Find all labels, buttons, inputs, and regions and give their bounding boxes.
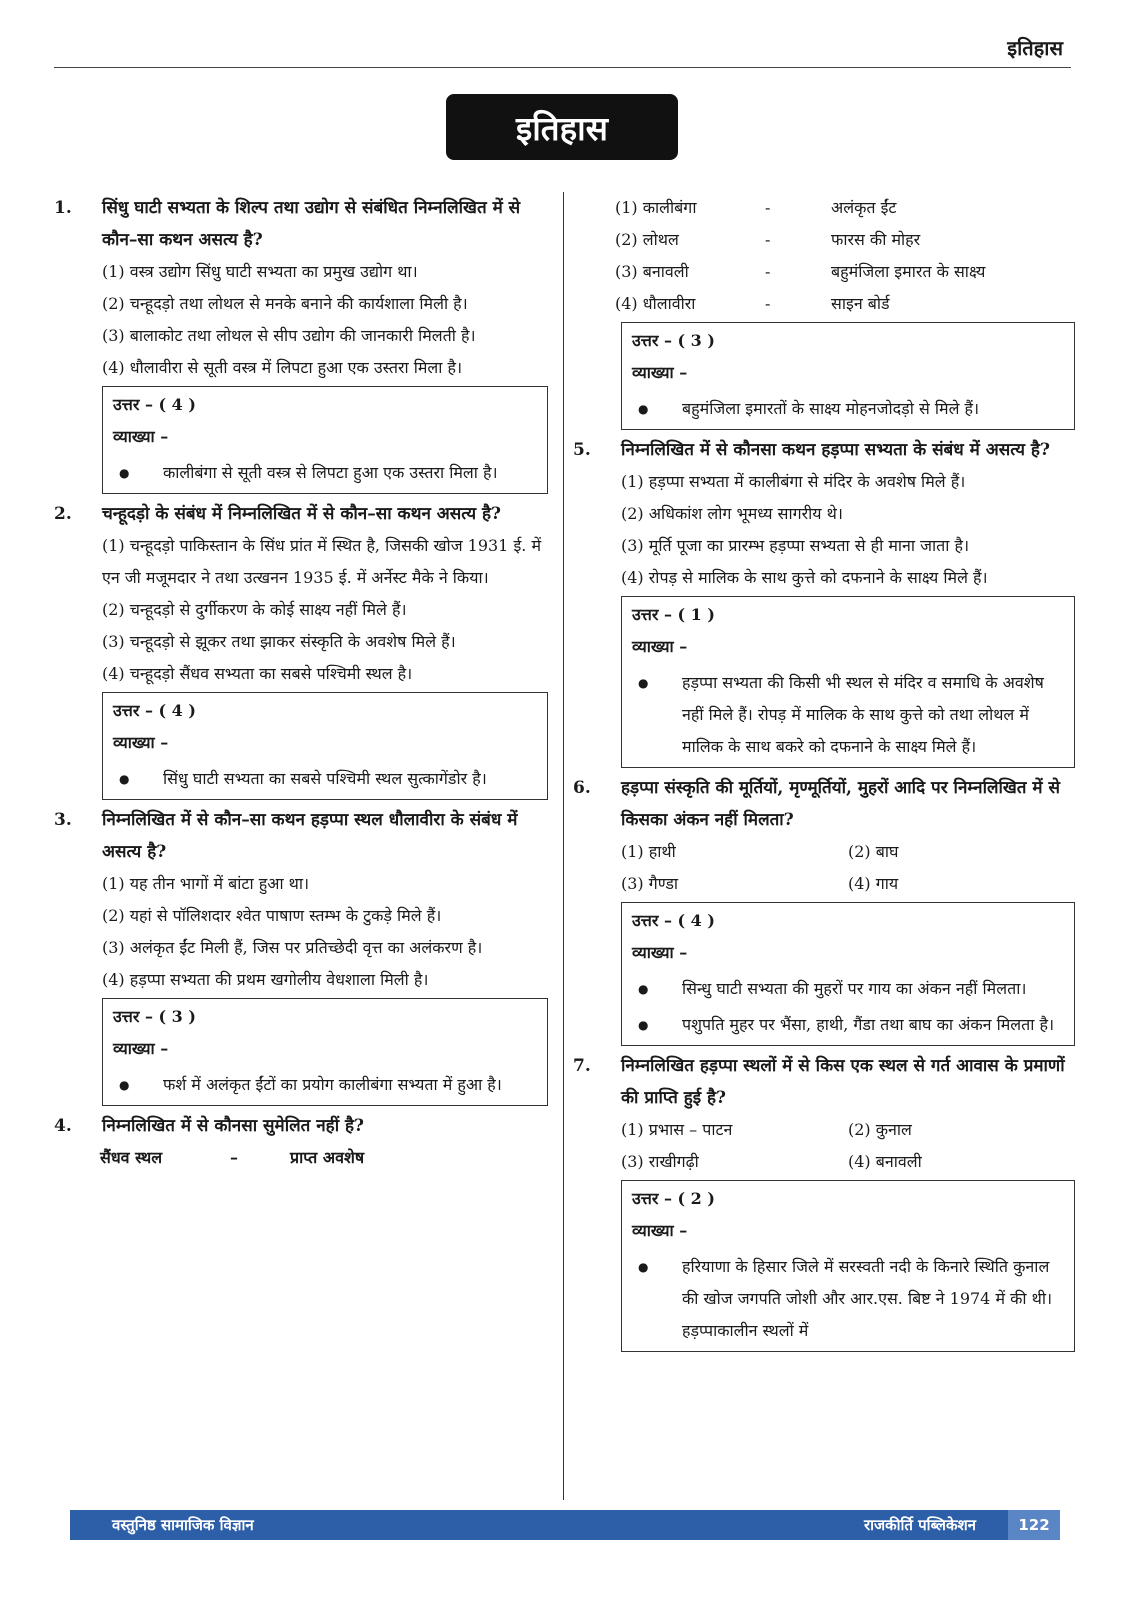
match-row	[573, 256, 1075, 288]
answer-label: उत्तर – ( 4 )	[632, 911, 715, 930]
question-stem: चन्हूदड़ो के संबंध में निम्नलिखित में से कौन–सा कथन असत्य है?	[102, 504, 501, 524]
question-stem: निम्नलिखित में से कौनसा कथन हड़प्पा सभ्यता के संबंध में असत्य है?	[621, 440, 1050, 460]
explanation-label: व्याख्या –	[632, 1221, 688, 1240]
option-2: (2) यहां से पॉलिशदार श्वेत पाषाण स्तम्भ के टुकड़े मिले हैं।	[102, 906, 442, 925]
explanation-bullet: ● सिन्धु घाटी सभ्यता की मुहरों पर गाय का अंकन नहीं मिलता।	[632, 973, 1064, 1005]
column-divider	[563, 192, 564, 1500]
question-2	[54, 498, 548, 800]
left-column	[54, 192, 548, 1174]
explanation-label: व्याख्या –	[113, 1039, 169, 1058]
question-number: 2.	[54, 504, 72, 524]
question-number: 3.	[54, 810, 72, 830]
explanation-bullet: ● हरियाणा के हिसार जिले में सरस्वती नदी के किनारे स्थिति कुनाल की खोज जगपति जोशी और आर.एस. बिष्ट ने 1974 में की थी। हड़प्पाकालीन स्थलों में	[632, 1251, 1064, 1347]
option-4: (4) बनावली	[848, 1152, 922, 1171]
question-7	[573, 1050, 1075, 1352]
option-1: (1) चन्हूदड़ो पाकिस्तान के सिंध प्रांत में स्थित है, जिसकी खोज 1931 ई. में एन जी मजूमदार ने तथा उत्खनन 1935 ई. में अर्नेस्ट मैके ने किया।	[102, 536, 542, 587]
match-find: अलंकृत ईंट	[831, 198, 897, 217]
question-stem: सिंधु घाटी सभ्यता के शिल्प तथा उद्योग से संबंधित निम्नलिखित में से कौन–सा कथन असत्य है?	[102, 198, 521, 250]
question-4	[54, 1110, 548, 1142]
question-5	[573, 434, 1075, 768]
answer-label: उत्तर – ( 1 )	[632, 605, 715, 624]
match-row	[573, 288, 1075, 320]
match-find: साइन बोर्ड	[831, 294, 890, 313]
answer-label: उत्तर – ( 2 )	[632, 1189, 715, 1208]
right-column	[573, 192, 1075, 1356]
explanation-label: व्याख्या –	[632, 363, 688, 382]
question-number: 5.	[573, 440, 591, 460]
option-1: (1) प्रभास – पाटन	[621, 1120, 733, 1139]
footer-bar	[70, 1510, 1060, 1540]
option-1: (1) हड़प्पा सभ्यता में कालीबंगा से मंदिर के अवशेष मिले हैं।	[621, 472, 966, 491]
options-grid	[621, 836, 1075, 900]
explanation-bullet: ● फर्श में अलंकृत ईंटों का प्रयोग कालीबंगा सभ्यता में हुआ है।	[113, 1069, 537, 1101]
question-4-answer	[573, 322, 1075, 430]
question-number: 1.	[54, 198, 72, 218]
explanation-label: व्याख्या –	[113, 733, 169, 752]
option-4: (4) गाय	[848, 874, 899, 893]
option-3: (3) बालाकोट तथा लोथल से सीप उद्योग की जानकारी मिलती है।	[102, 326, 476, 345]
question-1	[54, 192, 548, 494]
match-dash: -	[765, 262, 771, 281]
match-site: (2) लोथल	[615, 230, 679, 249]
match-dash: -	[765, 230, 771, 249]
option-2: (2) कुनाल	[848, 1120, 912, 1139]
match-find: बहुमंजिला इमारत के साक्ष्य	[831, 262, 986, 281]
option-2: (2) चन्हूदड़ो तथा लोथल से मनके बनाने की कार्यशाला मिली है।	[102, 294, 468, 313]
option-4: (4) हड़प्पा सभ्यता की प्रथम खगोलीय वेधशाला मिली है।	[102, 970, 429, 989]
running-header-title: इतिहास	[1007, 36, 1063, 60]
answer-box	[621, 902, 1075, 1046]
match-row	[573, 192, 1075, 224]
question-stem: निम्नलिखित में से कौनसा सुमेलित नहीं है?	[102, 1116, 365, 1136]
answer-box	[621, 322, 1075, 430]
option-3: (3) मूर्ति पूजा का प्रारम्भ हड़प्पा सभ्यता से ही माना जाता है।	[621, 536, 970, 555]
option-4: (4) चन्हूदड़ो सैंधव सभ्यता का सबसे पश्चिमी स्थल है।	[102, 664, 413, 683]
match-col-dash: –	[230, 1148, 238, 1167]
option-3: (3) अलंकृत ईंट मिली हैं, जिस पर प्रतिच्छेदी वृत्त का अलंकरण है।	[102, 938, 483, 957]
match-dash: -	[765, 198, 771, 217]
answer-label: उत्तर – ( 3 )	[113, 1007, 196, 1026]
option-2: (2) बाघ	[848, 842, 899, 861]
question-6	[573, 772, 1075, 1046]
answer-label: उत्तर – ( 3 )	[632, 331, 715, 350]
explanation-label: व्याख्या –	[632, 943, 688, 962]
question-stem: हड़प्पा संस्कृति की मूर्तियों, मृण्मूर्तियों, मुहरों आदि पर निम्नलिखित में से किसका अंकन नहीं मिलता?	[621, 778, 1060, 830]
options-grid	[621, 1114, 1075, 1178]
question-number: 7.	[573, 1056, 591, 1076]
explanation-label: व्याख्या –	[632, 637, 688, 656]
explanation-bullet: ● बहुमंजिला इमारतों के साक्ष्य मोहनजोदड़ो से मिले हैं।	[632, 393, 1064, 425]
explanation-label: व्याख्या –	[113, 427, 169, 446]
question-number: 4.	[54, 1116, 72, 1136]
explanation-bullet: ● हड़प्पा सभ्यता की किसी भी स्थल से मंदिर व समाधि के अवशेष नहीं मिले हैं। रोपड़ में मालिक के साथ कुत्ते को तथा लोथल में मालिक के साथ बकरे को दफनाने के साक्ष्य मिले हैं।	[632, 667, 1064, 763]
option-1: (1) हाथी	[621, 842, 676, 861]
explanation-bullet: ● कालीबंगा से सूती वस्त्र से लिपटा हुआ एक उस्तरा मिला है।	[113, 457, 537, 489]
footer-publisher: राजकीर्ति पब्लिकेशन	[863, 1516, 976, 1534]
option-1: (1) वस्त्र उद्योग सिंधु घाटी सभ्यता का प्रमुख उद्योग था।	[102, 262, 418, 281]
answer-box	[621, 1180, 1075, 1352]
page-number: 122	[1008, 1510, 1060, 1540]
question-3	[54, 804, 548, 1106]
option-3: (3) राखीगढ़ी	[621, 1152, 699, 1171]
match-col-find: प्राप्त अवशेष	[290, 1148, 365, 1167]
match-find: फारस की मोहर	[831, 230, 921, 249]
option-3: (3) चन्हूदड़ो से झूकर तथा झाकर संस्कृति के अवशेष मिले हैं।	[102, 632, 456, 651]
footer-book-title: वस्तुनिष्ठ सामाजिक विज्ञान	[112, 1516, 254, 1534]
answer-label: उत्तर – ( 4 )	[113, 395, 196, 414]
option-1: (1) यह तीन भागों में बांटा हुआ था।	[102, 874, 310, 893]
answer-box	[102, 692, 548, 800]
answer-box	[621, 596, 1075, 768]
option-3: (3) गैण्डा	[621, 874, 679, 893]
question-number: 6.	[573, 778, 591, 798]
option-2: (2) अधिकांश लोग भूमध्य सागरीय थे।	[621, 504, 843, 523]
match-dash: -	[765, 294, 771, 313]
question-stem: निम्नलिखित हड़प्पा स्थलों में से किस एक स्थल से गर्त आवास के प्रमाणों की प्राप्ति हुई है?	[621, 1056, 1065, 1108]
match-site: (4) धौलावीरा	[615, 294, 696, 313]
match-site: (1) कालीबंगा	[615, 198, 697, 217]
explanation-bullet: ● सिंधु घाटी सभ्यता का सबसे पश्चिमी स्थल सुत्कागेंडोर है।	[113, 763, 537, 795]
match-row	[573, 224, 1075, 256]
match-col-site: सैंधव स्थल	[100, 1148, 163, 1167]
option-4: (4) धौलावीरा से सूती वस्त्र में लिपटा हुआ एक उस्तरा मिला है।	[102, 358, 463, 377]
option-4: (4) रोपड़ से मालिक के साथ कुत्ते को दफनाने के साक्ष्य मिले हैं।	[621, 568, 988, 587]
answer-box	[102, 998, 548, 1106]
question-stem: निम्नलिखित में से कौन–सा कथन हड़प्पा स्थल धौलावीरा के संबंध में असत्य है?	[102, 810, 518, 862]
answer-label: उत्तर – ( 4 )	[113, 701, 196, 720]
section-title: इतिहास	[446, 94, 678, 160]
answer-box	[102, 386, 548, 494]
match-site: (3) बनावली	[615, 262, 689, 281]
header-rule	[54, 67, 1071, 68]
option-2: (2) चन्हूदड़ो से दुर्गीकरण के कोई साक्ष्य नहीं मिले हैं।	[102, 600, 407, 619]
explanation-bullet: ● पशुपति मुहर पर भैंसा, हाथी, गैंडा तथा बाघ का अंकन मिलता है।	[632, 1009, 1064, 1041]
match-table-header	[100, 1142, 548, 1174]
